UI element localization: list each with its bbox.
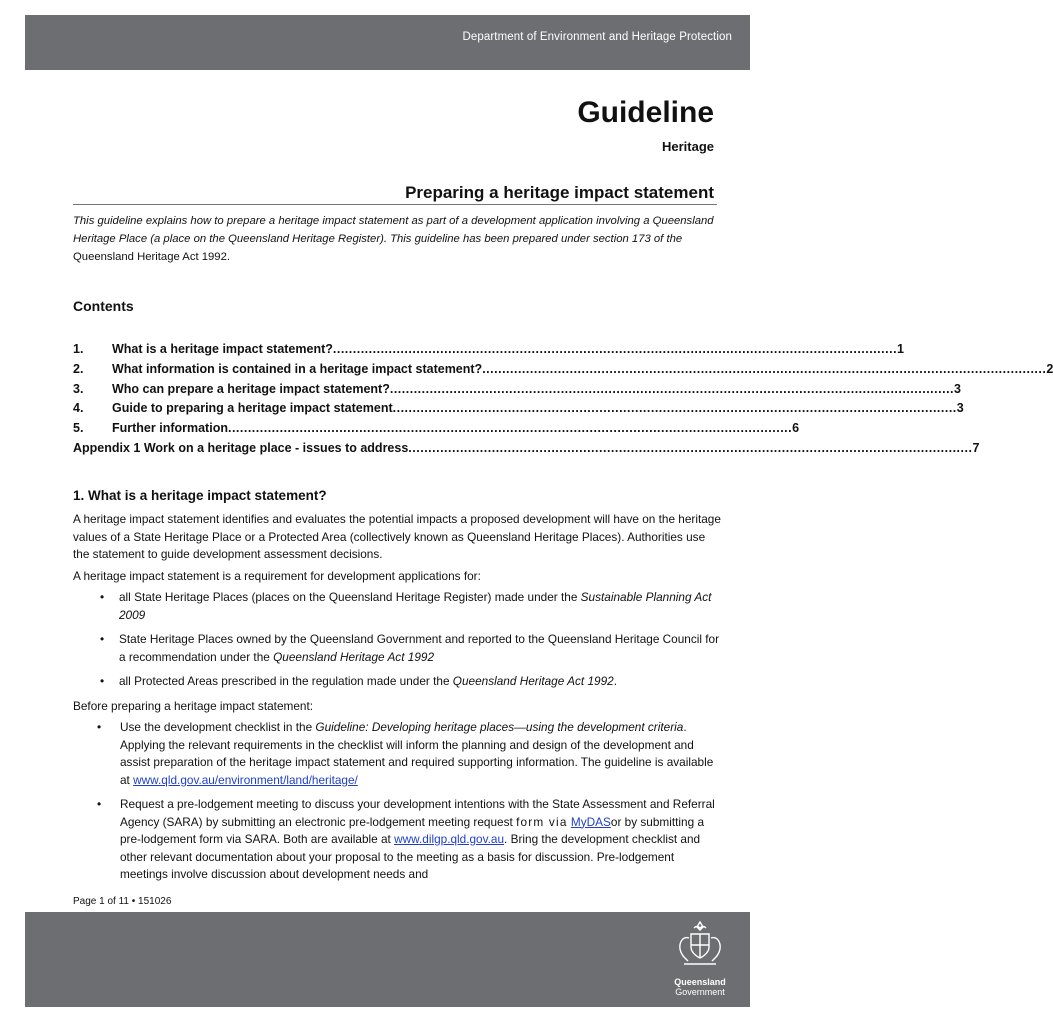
list-text: all State Heritage Places (places on the Queensland Heritage Register) made under the [119, 590, 581, 604]
document-type-title: Guideline [577, 96, 714, 129]
bullet-icon: • [100, 632, 105, 646]
toc-label: Guide to preparing a heritage impact statement [112, 401, 393, 416]
toc-page: 1 [897, 342, 904, 356]
toc-page: 2 [1046, 361, 1053, 376]
page-footer: Page 1 of 11 • 151026 [73, 896, 172, 907]
header-bar [25, 15, 750, 70]
department-name: Department of Environment and Heritage Protection [462, 31, 732, 43]
footer-bar [25, 912, 750, 1007]
toc-page: 3 [956, 401, 964, 416]
toc-leader: .............................................................................................................................................. [332, 342, 898, 356]
list-item [73, 719, 723, 789]
queensland-government-logo [670, 918, 730, 998]
paragraph: A heritage impact statement identifies and evaluates the potential impacts a proposed development will have on the heritage values of a State Heritage Place or a Protected Area (collectively known as Queensland Heritage Places). Authorities use the statement to guide development assessment decisions. [73, 512, 721, 561]
list-text: or by submitting a pre-lodgement form via SARA. Both are available at [120, 814, 704, 846]
list-text: all Protected Areas prescribed in the regulation made under the [119, 674, 453, 688]
toc-leader: .............................................................................................................................................. [392, 401, 957, 416]
section-1-body [73, 511, 723, 891]
toc-leader: .............................................................................................................................................. [227, 421, 793, 436]
toc-number: 5. [73, 421, 84, 436]
toc-item-appendix[interactable] [73, 440, 980, 461]
toc-label: Who can prepare a heritage impact statement? [112, 381, 390, 396]
toc-item-4[interactable] [73, 401, 964, 421]
paragraph: Before preparing a heritage impact statement: [73, 698, 314, 713]
logo-line-2: Government [675, 987, 725, 997]
heading-divider [73, 204, 717, 205]
mydas-link[interactable]: MyDAS [570, 814, 611, 829]
toc-number: 3. [73, 381, 84, 396]
toc-leader: .............................................................................................................................................. [408, 440, 973, 455]
toc-page: 6 [792, 421, 800, 436]
heritage-link[interactable]: www.qld.gov.au/environment/land/heritage/ [133, 772, 358, 787]
toc-leader: .............................................................................................................................................. [389, 381, 955, 396]
list-item [73, 796, 723, 884]
section-1-title: 1. What is a heritage impact statement? [73, 488, 327, 503]
before-list [73, 719, 723, 884]
toc-item-1[interactable] [73, 342, 904, 362]
list-text: Request a pre-lodgement meeting to discuss your development intentions with the State Assessment and Referral Agency (SARA) by submitting an electronic pre-lodgement meeting request [120, 797, 715, 829]
toc-page: 7 [972, 440, 980, 455]
intro-act-name: Queensland Heritage Act 1992 [73, 251, 227, 263]
list-text: . Applying the relevant requirements in the checklist will inform the planning and design of the development and assist preparation of the heritage impact statement and required supporting information. The guideline is available at [120, 720, 714, 787]
coat-of-arms-icon [674, 918, 726, 970]
list-end: . [613, 674, 617, 688]
toc-page: 3 [954, 381, 961, 396]
document-subtitle: Heritage [661, 139, 714, 154]
list-text: Use the development checklist in the [120, 720, 316, 734]
bullet-icon: • [100, 590, 105, 604]
bullet-icon: • [100, 674, 105, 688]
table-of-contents [73, 342, 1053, 461]
toc-leader: .............................................................................................................................................. [482, 361, 1047, 376]
intro-text: This guideline explains how to prepare a heritage impact statement as part of a development application involving a Queensland Heritage Place (a place on the Queensland Heritage Register). This guideline has been prepared under section 173 of the [73, 215, 714, 245]
requirement-list [73, 589, 723, 691]
intro-paragraph [73, 212, 718, 266]
list-item [73, 589, 723, 624]
list-text-spaced: form via [516, 814, 568, 829]
list-item [73, 631, 723, 666]
dilgp-link[interactable]: www.dilgp.qld.gov.au [394, 832, 505, 846]
document-heading: Preparing a heritage impact statement [405, 183, 714, 202]
list-item [73, 673, 723, 691]
bullet-icon: • [97, 720, 102, 734]
toc-item-3[interactable] [73, 381, 961, 402]
list-italic: Queensland Heritage Act 1992 [452, 674, 614, 688]
list-italic: Sustainable Planning Act 2009 [119, 590, 712, 622]
toc-item-2[interactable] [73, 361, 1053, 382]
toc-number: 1. [73, 342, 84, 356]
guideline-title: Guideline: Developing heritage places—using the development criteria [315, 720, 684, 734]
contents-title: Contents [73, 298, 134, 314]
toc-number: 2. [73, 361, 84, 376]
list-text: State Heritage Places owned by the Queensland Government and reported to the Queensland Heritage Council for a recommendation under the [119, 632, 720, 664]
list-text: . Bring the development checklist and other relevant documentation about your proposal to the meeting as a basis for discussion. Pre-lodgement meetings involve discussion about development needs and [120, 832, 701, 881]
toc-label: Further information [112, 421, 228, 436]
toc-label: What information is contained in a heritage impact statement? [112, 361, 483, 376]
toc-number: 4. [73, 401, 84, 416]
intro-end: . [226, 251, 231, 263]
bullet-icon: • [97, 797, 102, 811]
logo-line-1: Queensland [674, 977, 726, 987]
list-italic: Queensland Heritage Act 1992 [273, 649, 435, 664]
toc-item-5[interactable] [73, 421, 800, 441]
toc-label: What is a heritage impact statement? [112, 342, 333, 356]
toc-label: Appendix 1 Work on a heritage place - issues to address [73, 440, 409, 455]
paragraph: A heritage impact statement is a requirement for development applications for: [73, 568, 481, 583]
